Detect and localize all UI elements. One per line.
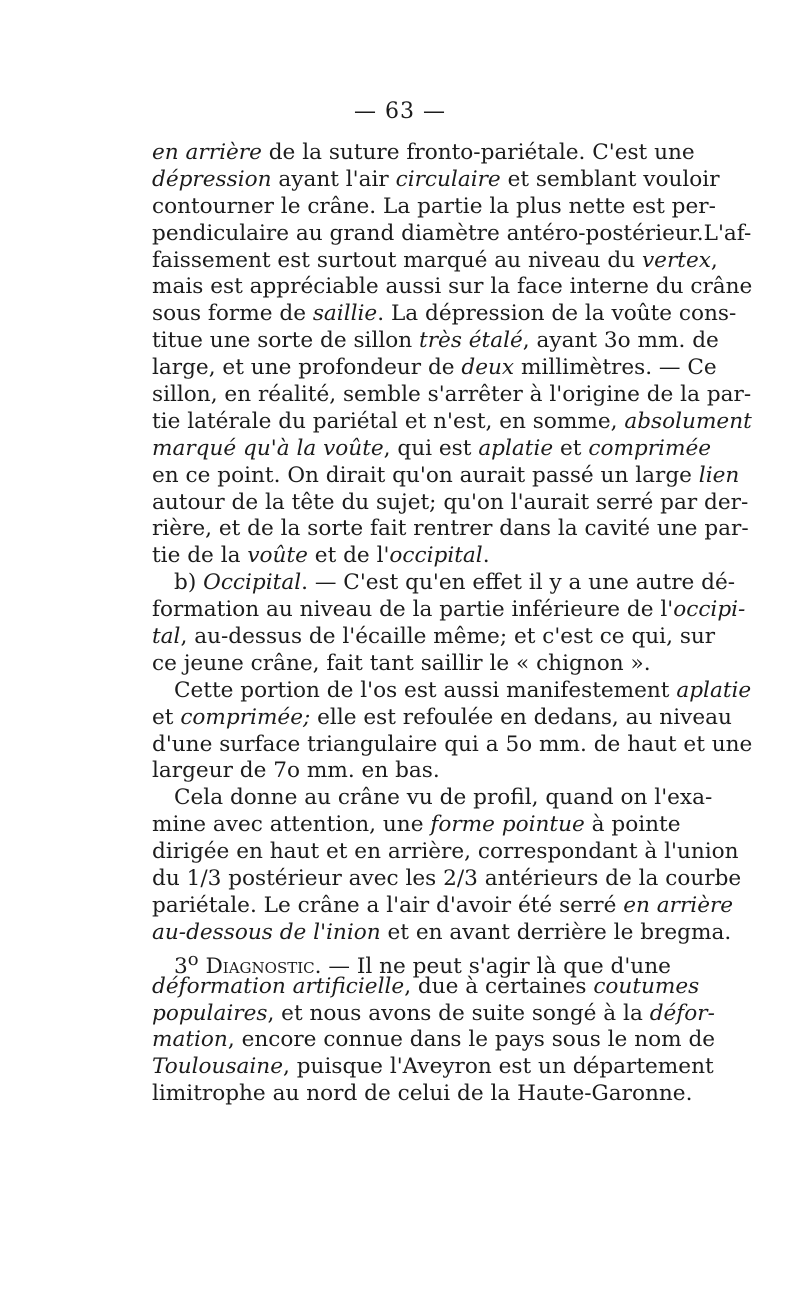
text-line: autour de la tête du sujet; qu'on l'aurait serré par der- bbox=[152, 489, 749, 515]
text-line: mation, encore connue dans le pays sous le nom de bbox=[152, 1027, 716, 1053]
text-line: Cela donne au crâne vu de profil, quand on l'exa- bbox=[174, 785, 713, 811]
page-number: — 63 — bbox=[354, 99, 446, 124]
text-line: large, et une profondeur de deux millimètres. — Ce bbox=[152, 355, 717, 381]
text-line: en arrière de la suture fronto-pariétale. C'est une bbox=[152, 140, 695, 165]
text-line: contourner le crâne. La partie la plus nette est per- bbox=[152, 193, 716, 219]
text-line: pendiculaire au grand diamètre antéro-postérieur.L'af- bbox=[152, 220, 752, 246]
text-line: Cette portion de l'os est aussi manifestement aplatie bbox=[174, 677, 752, 703]
text-line: pariétale. Le crâne a l'air d'avoir été serré en arrière bbox=[152, 892, 734, 918]
text-line: dirigée en haut et en arrière, correspondant à l'union bbox=[152, 839, 739, 865]
text-line: largeur de 7o mm. en bas. bbox=[152, 758, 440, 784]
text-line: tie de la voûte et de l'occipital. bbox=[152, 543, 490, 569]
text-line: dépression ayant l'air circulaire et semblant vouloir bbox=[152, 166, 720, 192]
text-line: marqué qu'à la voûte, qui est aplatie et comprimée bbox=[152, 435, 712, 461]
text-line: faissement est surtout marqué au niveau du vertex, bbox=[152, 247, 718, 273]
text-line: 3$^o$ Diagnostic. — Il ne peut s'agir là que d'une bbox=[174, 948, 671, 979]
text-line: au-dessous de l'inion et en avant derrière le bregma. bbox=[152, 919, 732, 945]
text-line: mine avec attention, une forme pointue à pointe bbox=[152, 812, 681, 838]
text-line: ce jeune crâne, fait tant saillir le « chignon ». bbox=[152, 650, 651, 676]
text-line: tie latérale du pariétal et n'est, en somme, absolument bbox=[152, 408, 752, 434]
text-line: d'une surface triangulaire qui a 5o mm. de haut et une bbox=[152, 731, 753, 757]
text-line: du 1/3 postérieur avec les 2/3 antérieurs de la courbe bbox=[152, 866, 742, 892]
text-line: Toulousaine, puisque l'Aveyron est un département bbox=[152, 1054, 714, 1080]
text-line: rière, et de la sorte fait rentrer dans la cavité une par- bbox=[152, 516, 749, 542]
text-line: b) Occipital. — C'est qu'en effet il y a une autre dé- bbox=[174, 570, 736, 596]
text-line: tal, au-dessus de l'écaille même; et c'est ce qui, sur bbox=[152, 624, 716, 650]
body-text bbox=[152, 140, 753, 1108]
text-line: mais est appréciable aussi sur la face interne du crâne bbox=[152, 274, 753, 300]
text-line: formation au niveau de la partie inférieure de l'occipi- bbox=[152, 597, 746, 623]
text-line: et comprimée; elle est refoulée en dedans, au niveau bbox=[152, 704, 732, 730]
text-line: déformation artificielle, due à certaines coutumes bbox=[152, 973, 700, 999]
text-line: populaires, et nous avons de suite songé à la défor- bbox=[152, 1000, 715, 1026]
text-line: sous forme de saillie. La dépression de la voûte cons- bbox=[152, 301, 737, 327]
text-line: en ce point. On dirait qu'on aurait passé un large lien bbox=[152, 462, 740, 488]
text-line: limitrophe au nord de celui de la Haute-Garonne. bbox=[152, 1081, 693, 1107]
text-line: sillon, en réalité, semble s'arrêter à l'origine de la par- bbox=[152, 382, 752, 408]
text-line: titue une sorte de sillon très étalé, ayant 3o mm. de bbox=[152, 328, 719, 354]
